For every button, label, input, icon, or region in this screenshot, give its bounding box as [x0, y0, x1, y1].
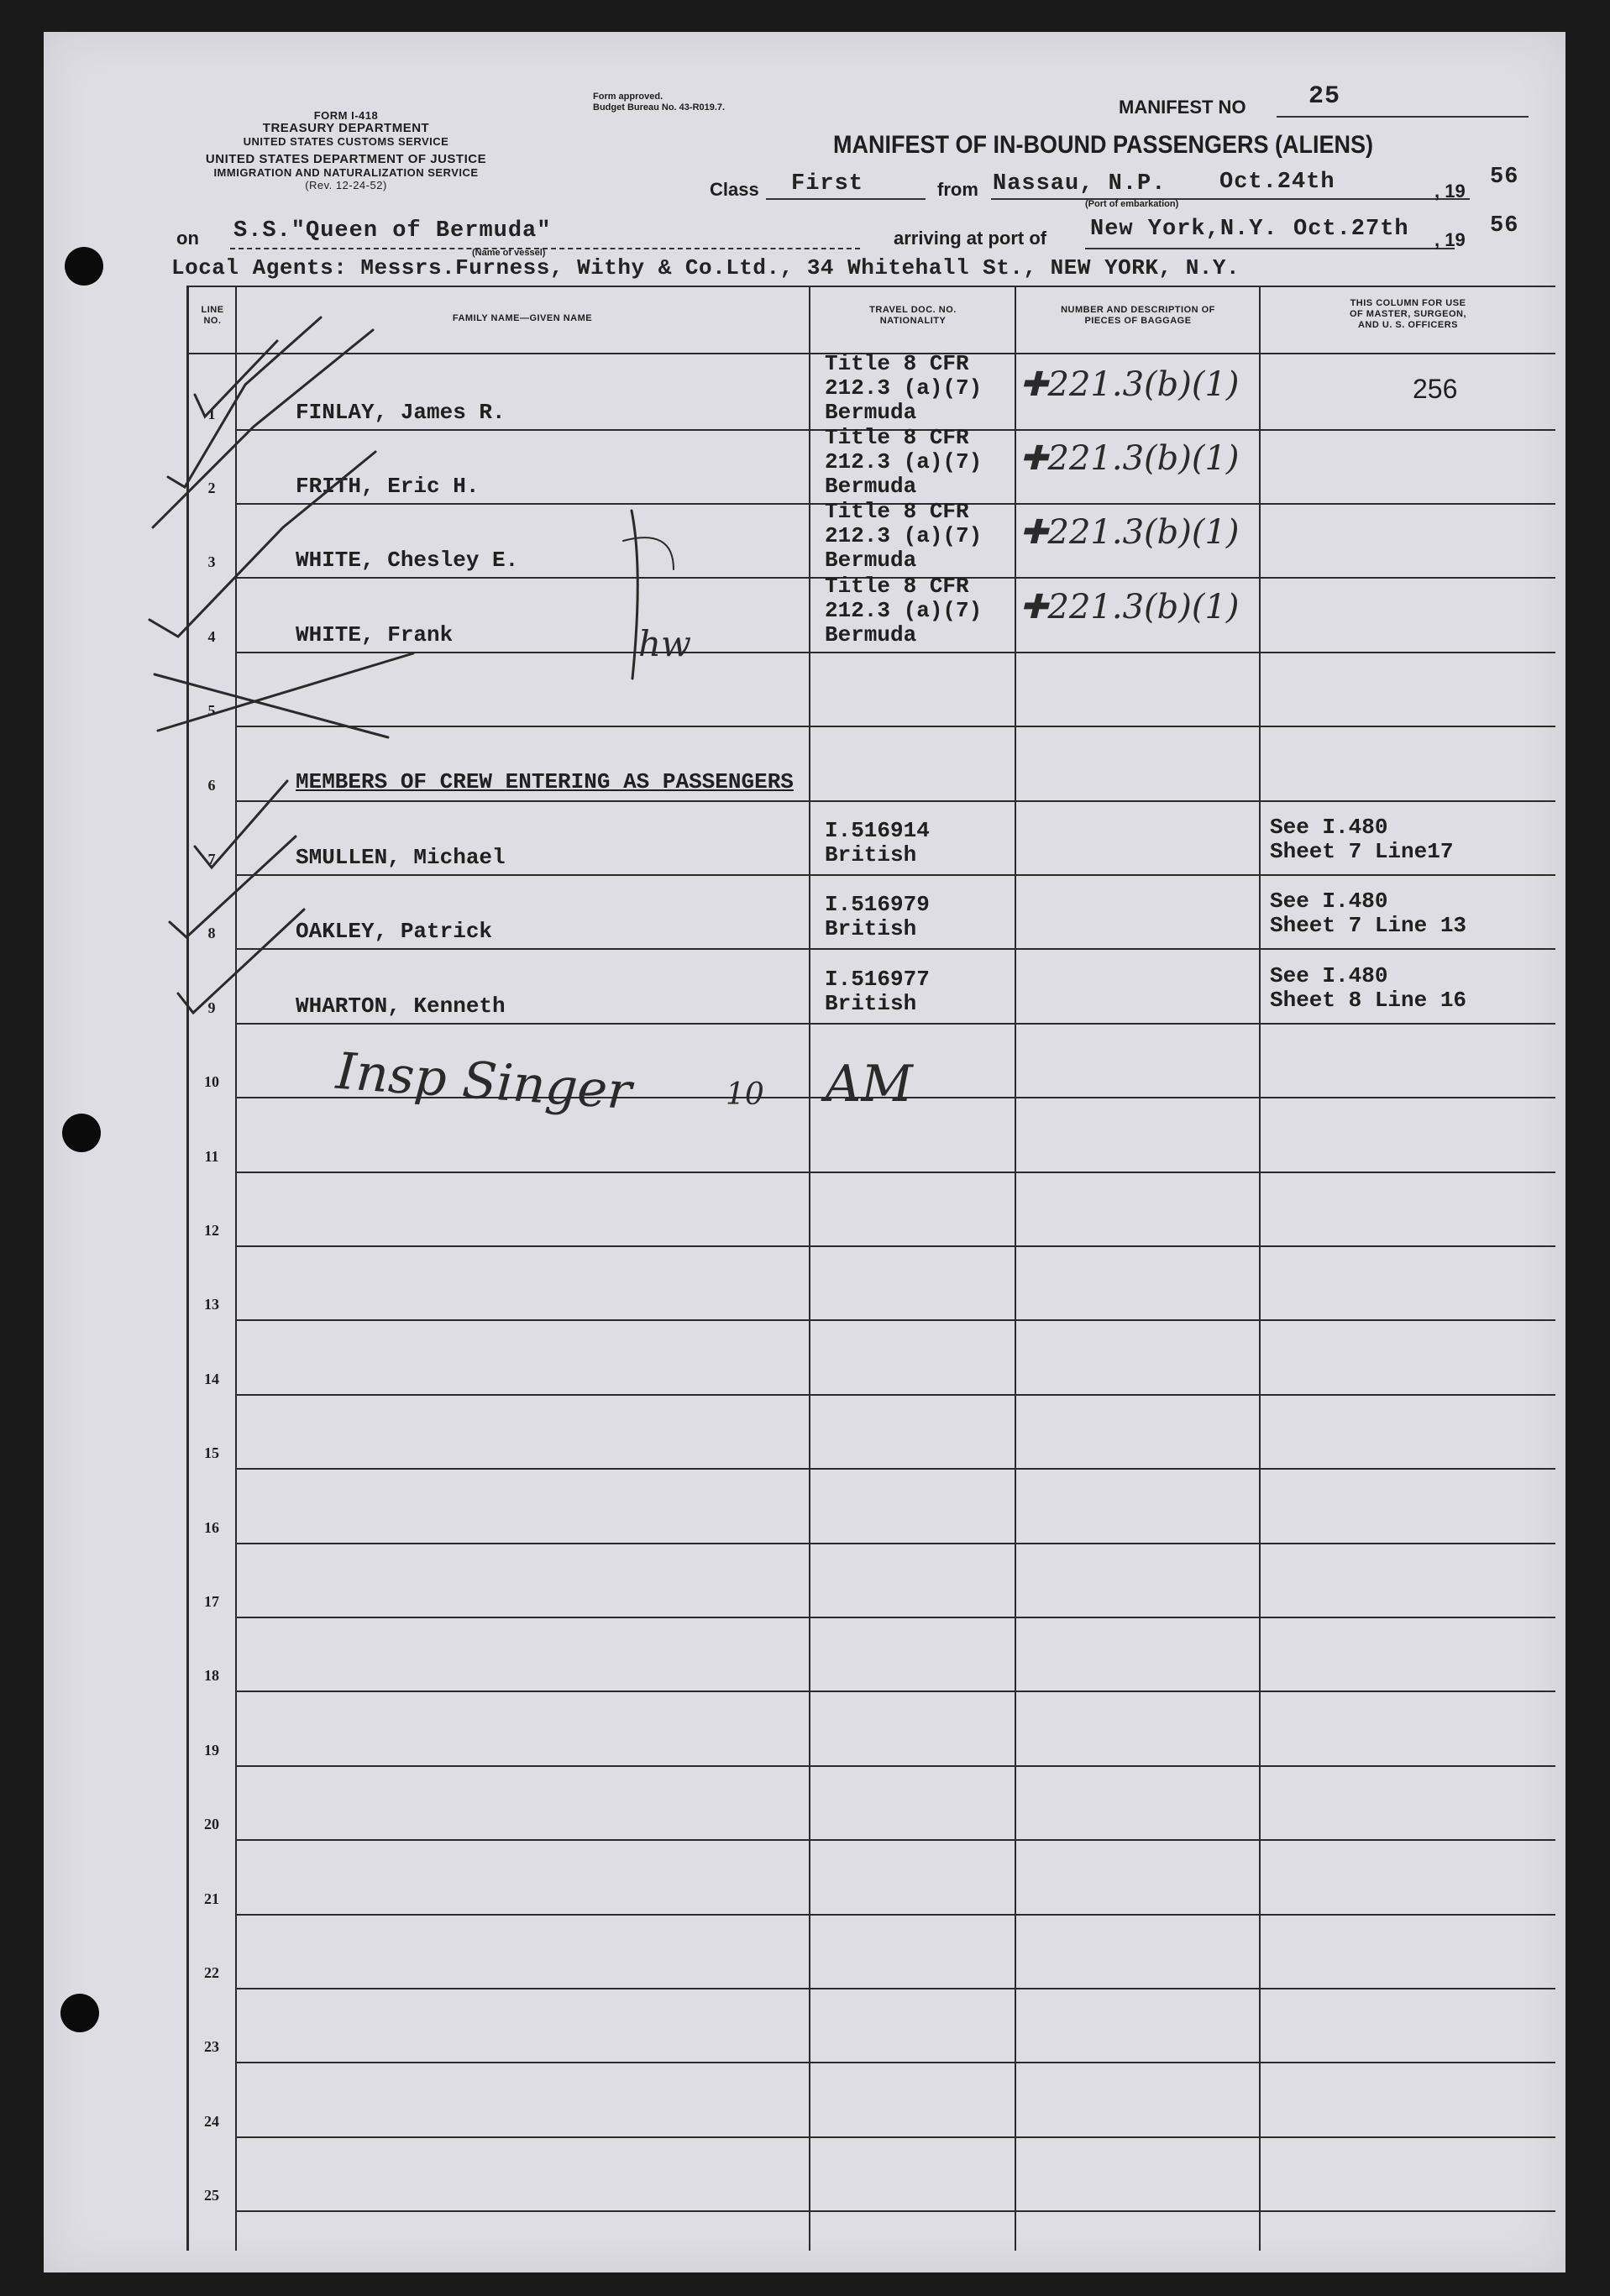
- line-number: 23: [204, 2038, 219, 2056]
- passenger-name: WHITE, Chesley E.: [296, 548, 519, 574]
- line-number: 15: [204, 1444, 219, 1462]
- officer-note: Sheet 7 Line17: [1270, 838, 1454, 864]
- handwritten-initials: hw: [638, 623, 691, 664]
- year-prefix-2: , 19: [1434, 229, 1466, 250]
- travel-doc-line: I.516977: [825, 966, 930, 992]
- line-number: 12: [204, 1221, 219, 1239]
- binder-hole-middle: [62, 1114, 101, 1152]
- treasury-department: TREASURY DEPARTMENT: [262, 121, 430, 135]
- travel-doc-line: 212.3 (a)(7): [825, 523, 983, 549]
- vessel-note: (Name of vessel): [472, 248, 546, 258]
- line-number: 16: [204, 1518, 219, 1536]
- col-header-line: LINE NO.: [201, 305, 224, 326]
- officer-note: 256: [1413, 373, 1458, 404]
- immigration-service: IMMIGRATION AND NATURALIZATION SERVICE: [213, 166, 479, 179]
- port-note: (Port of embarkation): [1085, 199, 1179, 209]
- vessel-name: S.S."Queen of Bermuda": [233, 218, 552, 244]
- travel-doc-line: 212.3 (a)(7): [825, 375, 983, 401]
- officer-note: See I.480: [1270, 889, 1388, 915]
- class-label: Class: [710, 179, 759, 200]
- travel-doc-line: Bermuda: [825, 548, 917, 574]
- line-number: 7: [207, 850, 216, 868]
- handwritten-count: 10: [726, 1077, 764, 1112]
- officer-note: Sheet 7 Line 13: [1270, 913, 1467, 939]
- passenger-name: WHARTON, Kenneth: [296, 993, 506, 1019]
- line-number: 2: [207, 479, 216, 496]
- passenger-name: FRITH, Eric H.: [296, 473, 480, 499]
- arrival-date: Oct.27th: [1293, 217, 1409, 242]
- handwritten-time: AM: [825, 1055, 913, 1114]
- line-number: 11: [204, 1147, 219, 1165]
- handwritten-marks: [44, 32, 1565, 2272]
- year-1: 56: [1490, 165, 1519, 190]
- travel-doc-line: Title 8 CFR: [825, 499, 969, 525]
- baggage-note: ✚221.3(b)(1): [1020, 438, 1240, 478]
- col-header-officers: THIS COLUMN FOR USE OF MASTER, SURGEON, AND U. S. OFFICERS: [1349, 298, 1467, 330]
- manifest-sheet: [44, 32, 1565, 2272]
- form-number: FORM I-418: [313, 109, 379, 122]
- class-value: First: [791, 171, 864, 197]
- line-number: 3: [207, 553, 216, 571]
- line-number: 22: [204, 1963, 219, 1981]
- form-approved: Form approved.: [593, 92, 663, 102]
- year-2: 56: [1490, 213, 1519, 239]
- officer-note: Sheet 8 Line 16: [1270, 987, 1467, 1013]
- travel-doc-line: Title 8 CFR: [825, 350, 969, 376]
- passenger-name: MEMBERS OF CREW ENTERING AS PASSENGERS: [296, 768, 794, 794]
- manifest-no: 25: [1308, 82, 1341, 111]
- travel-doc-line: Bermuda: [825, 399, 917, 425]
- line-number: 1: [207, 405, 216, 422]
- baggage-note: ✚221.3(b)(1): [1020, 513, 1240, 553]
- binder-hole-top: [65, 247, 103, 286]
- arrival-port: New York,N.Y.: [1090, 217, 1278, 242]
- line-number: 21: [204, 1890, 219, 1907]
- embarkation-date: Oct.24th: [1219, 170, 1335, 195]
- line-number: 25: [204, 2187, 219, 2204]
- line-number: 8: [207, 925, 216, 942]
- from-label: from: [937, 179, 978, 200]
- line-number: 24: [204, 2112, 219, 2130]
- travel-doc-line: British: [825, 916, 917, 942]
- travel-doc-line: I.516914: [825, 817, 930, 843]
- travel-doc-line: Bermuda: [825, 473, 917, 499]
- col-header-name: FAMILY NAME—GIVEN NAME: [452, 313, 593, 323]
- baggage-note: ✚221.3(b)(1): [1020, 364, 1240, 404]
- officer-note: See I.480: [1270, 962, 1388, 988]
- customs-service: UNITED STATES CUSTOMS SERVICE: [243, 135, 449, 148]
- manifest-no-label: MANIFEST NO: [1119, 97, 1246, 118]
- department-of-justice: UNITED STATES DEPARTMENT OF JUSTICE: [205, 152, 487, 166]
- on-label: on: [176, 228, 199, 249]
- line-number: 17: [204, 1592, 219, 1610]
- line-number: 18: [204, 1667, 219, 1685]
- binder-hole-bottom: [60, 1994, 99, 2032]
- passenger-name: OAKLEY, Patrick: [296, 919, 493, 945]
- travel-doc-line: British: [825, 841, 917, 868]
- line-number: 6: [207, 776, 216, 794]
- travel-doc-line: 212.3 (a)(7): [825, 448, 983, 474]
- budget-bureau: Budget Bureau No. 43-R019.7.: [593, 102, 726, 113]
- page-title: MANIFEST OF IN-BOUND PASSENGERS (ALIENS): [833, 131, 1374, 159]
- col-header-travel-doc: TRAVEL DOC. NO. NATIONALITY: [869, 305, 957, 326]
- passenger-name: FINLAY, James R.: [296, 399, 506, 425]
- line-number: 9: [207, 999, 216, 1016]
- line-number: 5: [207, 702, 216, 720]
- baggage-note: ✚221.3(b)(1): [1020, 587, 1240, 626]
- passenger-name: SMULLEN, Michael: [296, 844, 506, 870]
- inspector-signature: Insp Singer: [333, 1041, 634, 1122]
- revision-date: (Rev. 12-24-52): [305, 179, 387, 191]
- travel-doc-line: 212.3 (a)(7): [825, 597, 983, 623]
- line-number: 13: [204, 1296, 219, 1313]
- passenger-name: WHITE, Frank: [296, 621, 454, 647]
- travel-doc-line: Bermuda: [825, 621, 917, 647]
- arriving-label: arriving at port of: [894, 228, 1047, 249]
- line-number: 20: [204, 1816, 219, 1833]
- officer-note: See I.480: [1270, 814, 1388, 840]
- travel-doc-line: Title 8 CFR: [825, 573, 969, 599]
- travel-doc-line: I.516979: [825, 892, 930, 918]
- line-number: 10: [204, 1073, 219, 1091]
- line-number: 19: [204, 1741, 219, 1759]
- local-agents: Local Agents: Messrs.Furness, Withy & Co.Ltd., 34 Whitehall St., NEW YORK, N.Y.: [171, 255, 1240, 280]
- line-number: 14: [204, 1370, 219, 1387]
- travel-doc-line: British: [825, 990, 917, 1016]
- travel-doc-line: Title 8 CFR: [825, 424, 969, 450]
- year-prefix-1: , 19: [1434, 181, 1466, 202]
- line-number: 4: [207, 627, 216, 645]
- col-header-baggage: NUMBER AND DESCRIPTION OF PIECES OF BAGGAGE: [1061, 305, 1215, 326]
- port-of-embarkation: Nassau, N.P.: [993, 171, 1167, 197]
